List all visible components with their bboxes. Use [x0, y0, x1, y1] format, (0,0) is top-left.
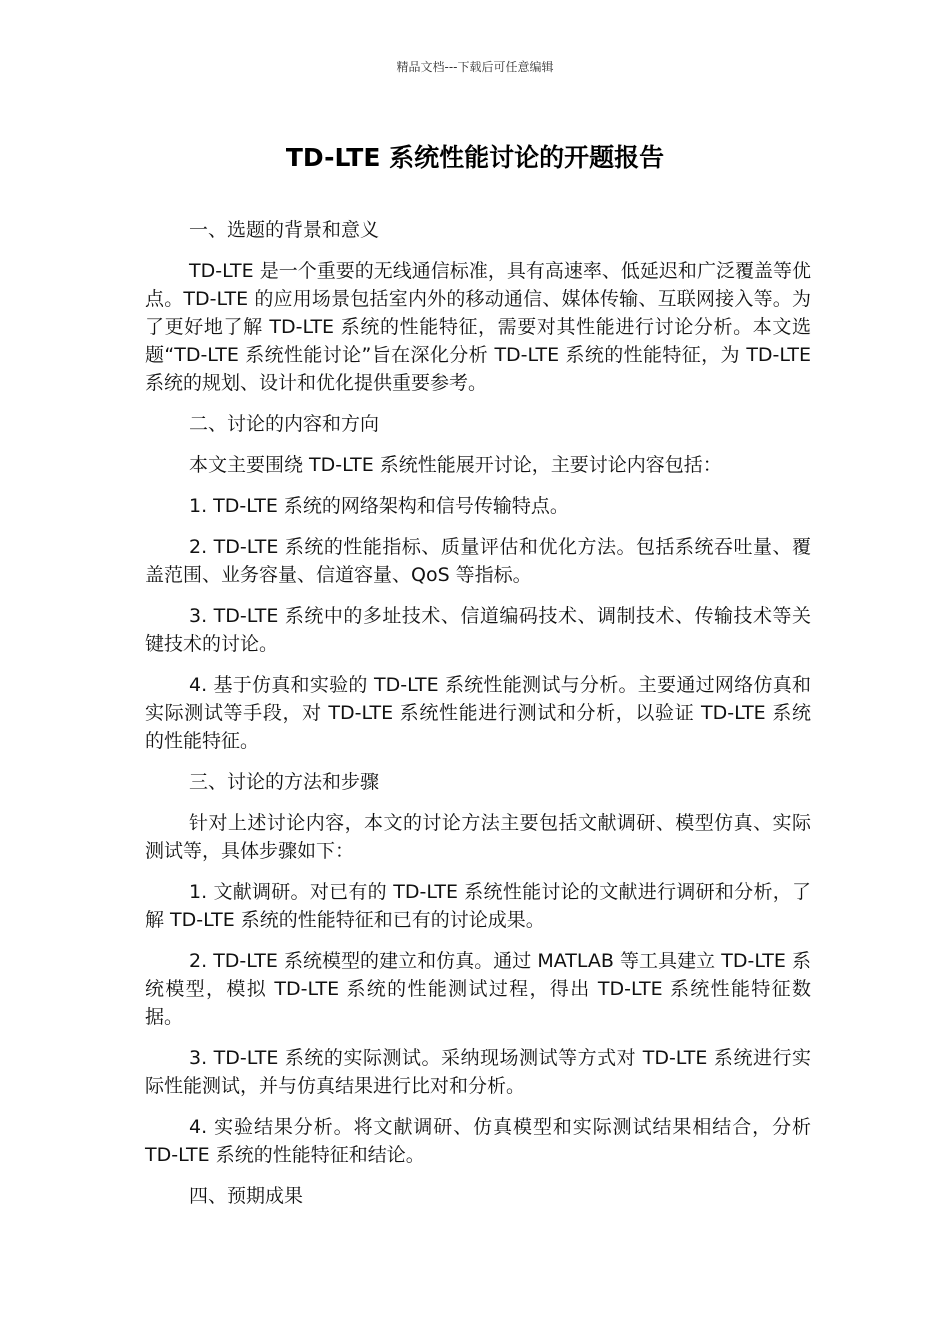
- document-title: TD-LTE 系统性能讨论的开题报告: [285, 143, 665, 172]
- list-item-content-1: 1. TD-LTE 系统的网络架构和信号传输特点。: [189, 495, 569, 517]
- section-heading-outcomes: 四、预期成果: [189, 1185, 304, 1207]
- paragraph-content-intro: 本文主要围绕 TD-LTE 系统性能展开讨论，主要讨论内容包括：: [189, 454, 722, 476]
- list-item-content-3: 3. TD-LTE 系统中的多址技术、信道编码技术、调制技术、传输技术等关键技术的讨论。: [145, 605, 811, 655]
- document-body: [145, 216, 811, 1223]
- header-note: 精品文档---下载后可任意编辑: [396, 60, 554, 74]
- list-item-content-4: 4. 基于仿真和实验的 TD-LTE 系统性能测试与分析。主要通过网络仿真和实际测试等手段，对 TD-LTE 系统性能进行测试和分析，以验证 TD-LTE 系统的性能特征。: [145, 674, 811, 752]
- list-item-content-2: 2. TD-LTE 系统的性能指标、质量评估和优化方法。包括系统吞吐量、覆盖范围、业务容量、信道容量、QoS 等指标。: [145, 536, 811, 586]
- paragraph-background: TD-LTE 是一个重要的无线通信标准，具有高速率、低延迟和广泛覆盖等优点。TD-LTE 的应用场景包括室内外的移动通信、媒体传输、互联网接入等。为了更好地了解 TD-LTE 系统的性能特征，需要对其性能进行讨论分析。本文选题“TD-LTE 系统性能讨论”旨在深化分析 TD-LTE 系统的性能特征，为 TD-LTE 系统的规划、设计和优化提供重要参考。: [145, 260, 811, 394]
- list-item-method-1: 1. 文献调研。对已有的 TD-LTE 系统性能讨论的文献进行调研和分析，了解 TD-LTE 系统的性能特征和已有的讨论成果。: [145, 881, 811, 931]
- paragraph-method-intro: 针对上述讨论内容，本文的讨论方法主要包括文献调研、模型仿真、实际测试等，具体步骤如下：: [145, 812, 811, 862]
- section-heading-content: 二、讨论的内容和方向: [189, 413, 380, 435]
- section-heading-background: 一、选题的背景和意义: [189, 219, 380, 241]
- list-item-method-3: 3. TD-LTE 系统的实际测试。采纳现场测试等方式对 TD-LTE 系统进行实际性能测试，并与仿真结果进行比对和分析。: [145, 1047, 811, 1097]
- section-heading-method: 三、讨论的方法和步骤: [189, 771, 380, 793]
- list-item-method-4: 4. 实验结果分析。将文献调研、仿真模型和实际测试结果相结合，分析 TD-LTE 系统的性能特征和结论。: [145, 1116, 811, 1166]
- list-item-method-2: 2. TD-LTE 系统模型的建立和仿真。通过 MATLAB 等工具建立 TD-LTE 系统模型，模拟 TD-LTE 系统的性能测试过程，得出 TD-LTE 系统性能特征数据。: [145, 950, 811, 1028]
